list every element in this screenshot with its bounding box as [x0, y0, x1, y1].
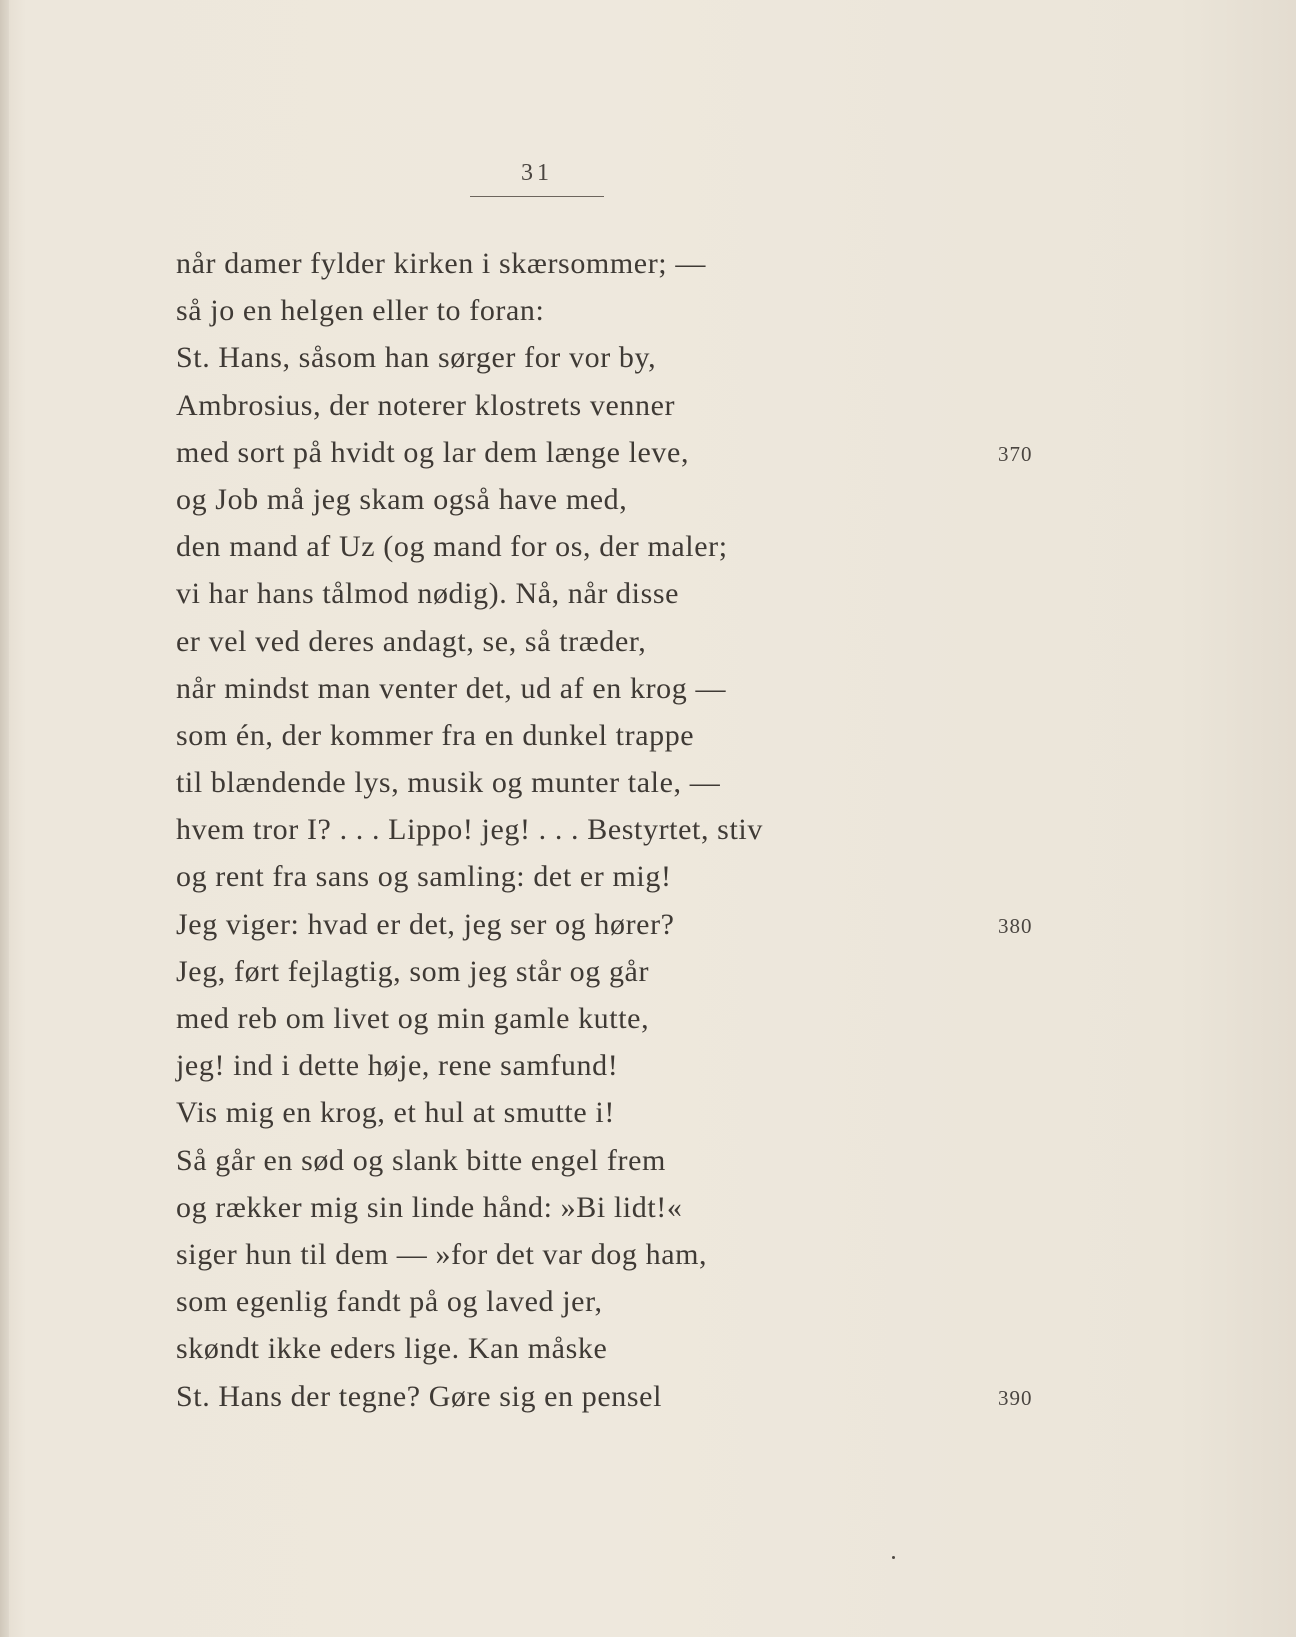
page-number: 31: [521, 160, 553, 186]
line-text: er vel ved deres andagt, se, så træder,: [176, 624, 647, 658]
line-text: som én, der kommer fra en dunkel trappe: [176, 718, 695, 752]
poem-line: [176, 429, 1096, 476]
line-text: Jeg viger: hvad er det, jeg ser og hører?: [176, 907, 675, 941]
line-text: skøndt ikke eders lige. Kan måske: [176, 1332, 608, 1366]
poem-line: [176, 1325, 1096, 1372]
poem-line: [176, 1373, 1096, 1420]
poem-line: [176, 287, 1096, 334]
poem-text: [176, 240, 1096, 1420]
line-text: Jeg, ført fejlagtig, som jeg står og går: [176, 954, 650, 988]
line-text: og rækker mig sin linde hånd: »Bi lidt!«: [176, 1190, 683, 1224]
line-text: siger hun til dem — »for det var dog ham,: [176, 1237, 708, 1271]
line-text: som egenlig fandt på og laved jer,: [176, 1285, 603, 1319]
poem-line: [176, 1042, 1096, 1089]
poem-line: [176, 665, 1096, 712]
poem-line: [176, 1184, 1096, 1231]
paper-speck: [892, 1556, 895, 1559]
poem-line: [176, 1231, 1096, 1278]
line-text: hvem tror I? . . . Lippo! jeg! . . . Bestyrtet, stiv: [176, 813, 763, 847]
poem-line: [176, 853, 1096, 900]
line-text: Ambrosius, der noterer klostrets venner: [176, 388, 676, 422]
line-number: 390: [998, 1385, 1033, 1410]
poem-line: [176, 334, 1096, 381]
binding-edge: [0, 0, 9, 1637]
line-text: jeg! ind i dette høje, rene samfund!: [176, 1049, 619, 1083]
line-text: til blændende lys, musik og munter tale, —: [176, 766, 721, 800]
poem-line: [176, 995, 1096, 1042]
poem-line: [176, 240, 1096, 287]
poem-line: [176, 618, 1096, 665]
line-text: Vis mig en krog, et hul at smutte i!: [176, 1096, 615, 1130]
poem-line: [176, 570, 1096, 617]
poem-line: [176, 1278, 1096, 1325]
line-text: så jo en helgen eller to foran:: [176, 294, 545, 328]
poem-line: [176, 382, 1096, 429]
line-number: 370: [998, 441, 1033, 466]
line-text: og rent fra sans og samling: det er mig!: [176, 860, 672, 894]
poem-line: [176, 712, 1096, 759]
line-text: den mand af Uz (og mand for os, der maler;: [176, 530, 728, 564]
poem-line: [176, 1089, 1096, 1136]
line-text: med sort på hvidt og lar dem længe leve,: [176, 435, 690, 469]
line-text: når mindst man venter det, ud af en krog —: [176, 671, 727, 705]
line-text: med reb om livet og min gamle kutte,: [176, 1002, 650, 1035]
line-text: og Job må jeg skam også have med,: [176, 482, 628, 516]
poem-line: [176, 759, 1096, 806]
poem-line: [176, 806, 1096, 853]
header-rule: [470, 196, 604, 197]
line-text: St. Hans, såsom han sørger for vor by,: [176, 341, 657, 375]
line-text: når damer fylder kirken i skærsommer; —: [176, 247, 706, 280]
poem-line: [176, 476, 1096, 523]
poem-line: [176, 523, 1096, 570]
line-text: Så går en sød og slank bitte engel frem: [176, 1143, 666, 1177]
line-text: St. Hans der tegne? Gøre sig en pensel: [176, 1379, 662, 1413]
line-text: vi har hans tålmod nødig). Nå, når disse: [176, 577, 680, 611]
poem-line: [176, 948, 1096, 995]
line-number: 380: [998, 913, 1033, 938]
poem-line: [176, 1137, 1096, 1184]
poem-line: [176, 901, 1096, 948]
